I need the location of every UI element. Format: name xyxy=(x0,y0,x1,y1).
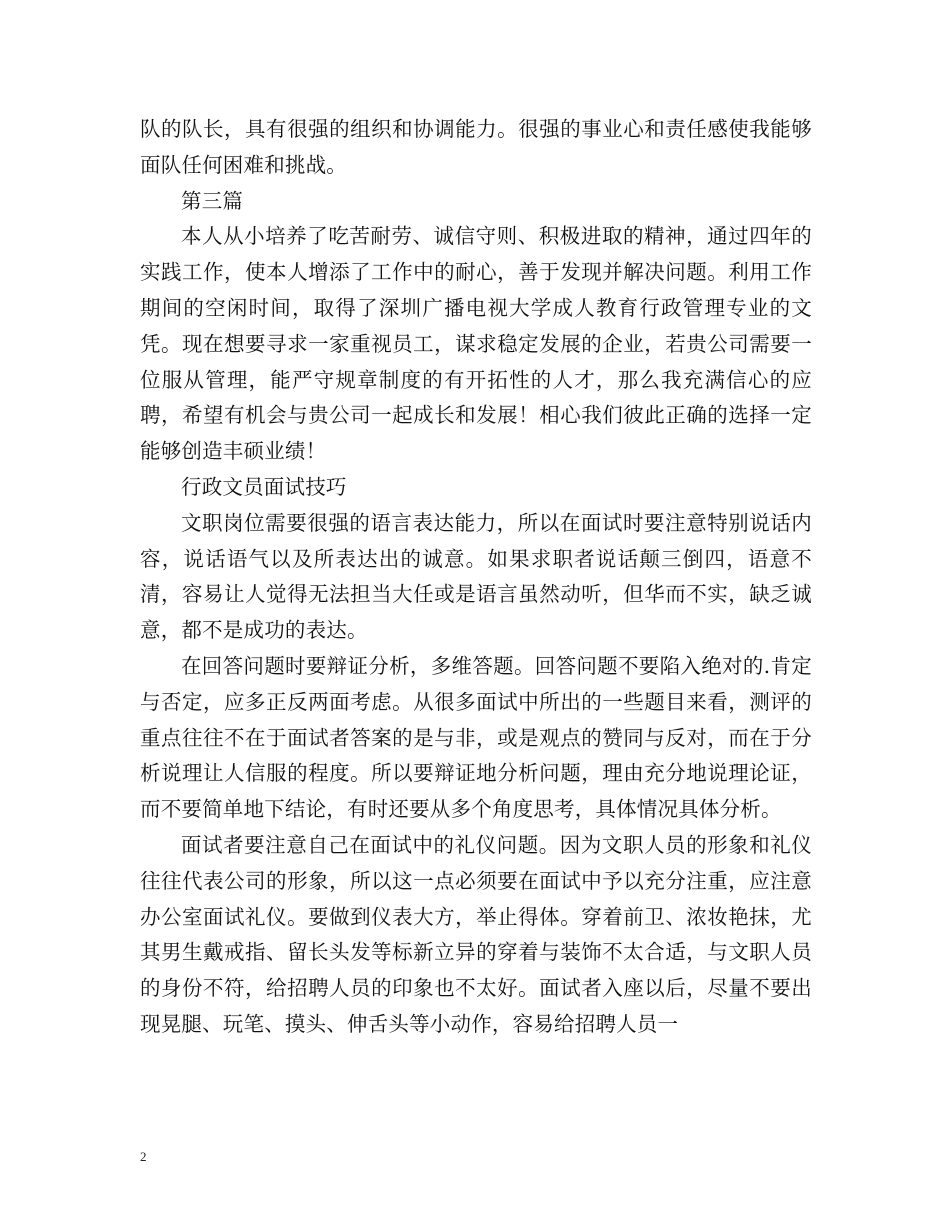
section-heading-interview-tips: 行政文员面试技巧 xyxy=(181,474,347,499)
section-heading-part-three: 第三篇 xyxy=(181,188,244,213)
paragraph-continuation: 队的队长，具有很强的组织和协调能力。很强的事业心和责任感使我能够面队任何困难和挑战。 xyxy=(140,117,812,177)
document-body xyxy=(140,112,812,1043)
paragraph-etiquette: 面试者要注意自己在面试中的礼仪问题。因为文职人员的形象和礼仪往往代表公司的形象，所以这一点必须要在面试中予以充分注重，应注意办公室面试礼仪。要做到仪表大方，举止得体。穿着前卫、浓妆艳抹，尤其男生戴戒指、留长头发等标新立异的穿着与装饰不太合适，与文职人员的身份不符，给招聘人员的印象也不太好。面试者入座以后，尽量不要出现晃腿、玩笔、摸头、伸舌头等小动作，容易给招聘人员一 xyxy=(140,832,812,1036)
paragraph-self-introduction: 本人从小培养了吃苦耐劳、诚信守则、积极进取的精神，通过四年的实践工作，使本人增添了工作中的耐心，善于发现并解决问题。利用工作期间的空闲时间，取得了深圳广播电视大学成人教育行政管理专业的文凭。现在想要寻求一家重视员工，谋求稳定发展的企业，若贵公司需要一位服从管理，能严守规章制度的有开拓性的人才，那么我充满信心的应聘，希望有机会与贵公司一起成长和发展！相心我们彼此正确的选择一定能够创造丰硕业绩！ xyxy=(140,224,812,464)
paragraph-dialectical-analysis: 在回答问题时要辩证分析，多维答题。回答问题不要陷入绝对的.肯定与否定，应多正反两面考虑。从很多面试中所出的一些题目来看，测评的重点往往不在于面试者答案的是与非，或是观点的赞同与反对，而在于分析说理让人信服的程度。所以要辩证地分析问题，理由充分地说理论证，而不要简单地下结论，有时还要从多个角度思考，具体情况具体分析。 xyxy=(140,653,812,822)
paragraph-language-expression: 文职岗位需要很强的语言表达能力，所以在面试时要注意特别说话内容，说话语气以及所表达出的诚意。如果求职者说话颠三倒四，语意不清，容易让人觉得无法担当大任或是语言虽然动听，但华而不实，缺乏诚意，都不是成功的表达。 xyxy=(140,510,812,643)
page-number: 2 xyxy=(140,1149,147,1164)
